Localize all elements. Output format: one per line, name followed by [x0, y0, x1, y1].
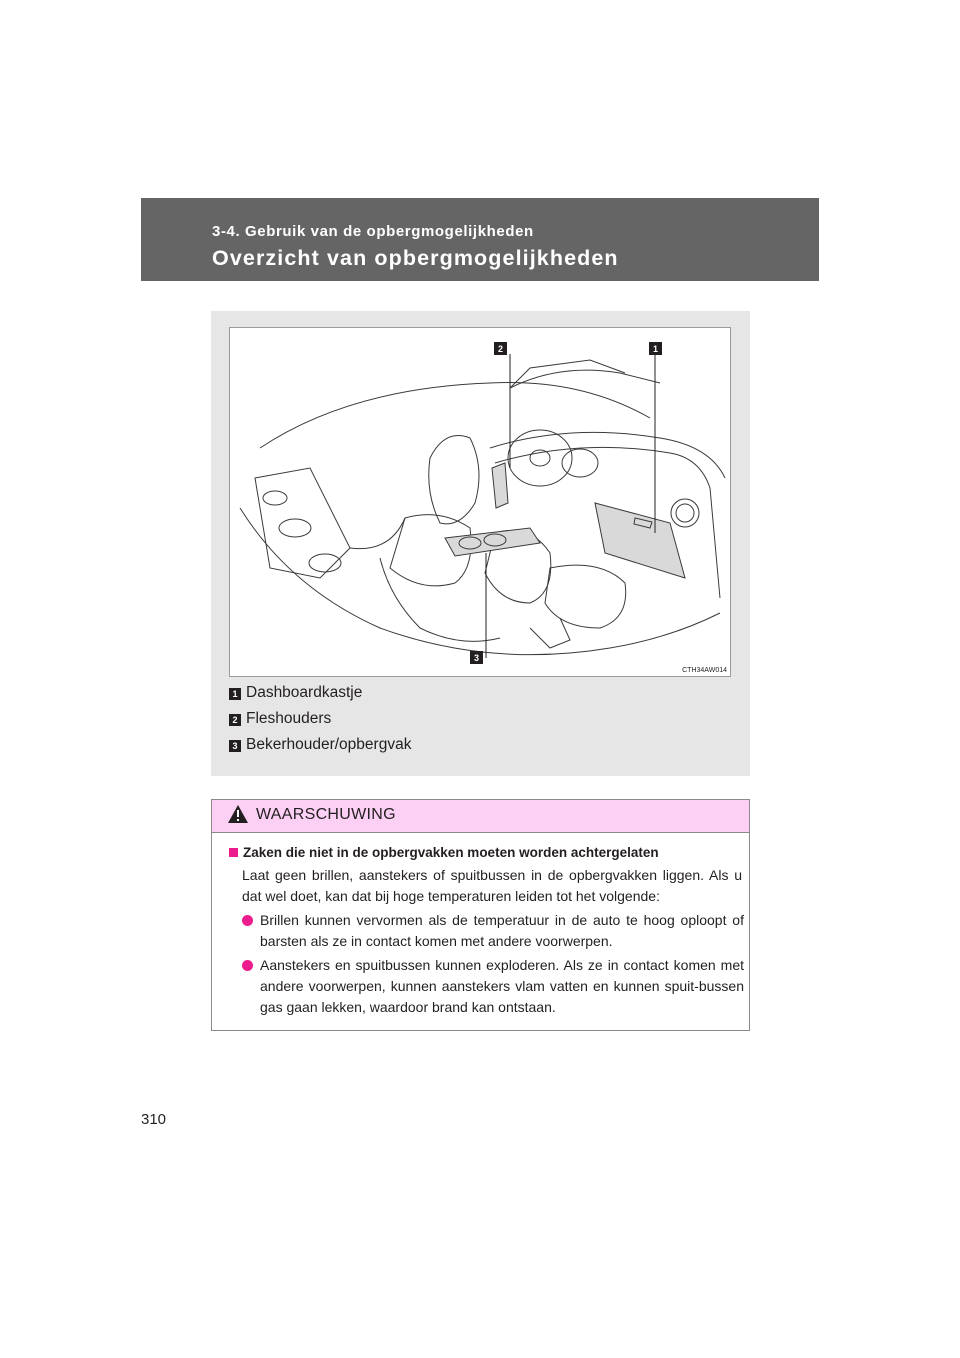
callout-3-label: 3 [473, 653, 480, 663]
warning-bullet-text: Aanstekers en spuitbussen kunnen exploderen. Als ze in contact komen met andere voorwerpen, kunnen aanstekers vlam vatten en kunnen spuit-bussen gas gaan lekken, waardoor brand kan ontstaan. [260, 957, 744, 1015]
figure-panel [211, 311, 750, 776]
legend-number-2: 2 [229, 714, 241, 726]
legend-number-3: 3 [229, 740, 241, 752]
callout-2-label: 2 [497, 344, 504, 354]
warning-header [212, 800, 749, 833]
legend-number-1: 1 [229, 688, 241, 700]
callout-3 [470, 651, 483, 664]
legend-label-2: Fleshouders [246, 710, 332, 727]
section-label: 3-4. Gebruik van de opbergmogelijkheden [212, 223, 534, 240]
bullet-dot-icon [242, 960, 253, 971]
car-interior-drawing [230, 328, 732, 678]
warning-bullet-text: Brillen kunnen vervormen als de temperatuur in de auto te hoog oploopt of barsten als ze in contact komen met andere voorwerpen. [260, 912, 744, 949]
warning-box [211, 799, 750, 1031]
warning-title: WAARSCHUWING [256, 806, 396, 823]
callout-2 [494, 342, 507, 355]
warning-bullet [242, 955, 744, 1018]
warning-heading-text: Zaken die niet in de opbergvakken moeten worden achtergelaten [243, 845, 659, 860]
legend-label-3: Bekerhouder/opbergvak [246, 736, 412, 753]
warning-bullet [242, 910, 744, 952]
warning-paragraph: Laat geen brillen, aanstekers of spuitbussen in de opbergvakken liggen. Als u dat wel doet, kan dat bij hoge temperaturen leiden tot het volgende: [242, 867, 742, 904]
car-interior-illustration [229, 327, 731, 677]
bullet-dot-icon [242, 915, 253, 926]
warning-triangle-icon [227, 804, 249, 824]
legend-label-1: Dashboardkastje [246, 684, 363, 701]
page-title: Overzicht van opbergmogelijkheden [212, 246, 619, 270]
page-number: 310 [141, 1111, 167, 1128]
callout-1-label: 1 [652, 344, 659, 354]
image-code: CTH34AW014 [682, 667, 727, 674]
chapter-header [141, 198, 819, 281]
square-bullet-icon [229, 848, 238, 857]
callout-1 [649, 342, 662, 355]
warning-heading [229, 845, 659, 860]
